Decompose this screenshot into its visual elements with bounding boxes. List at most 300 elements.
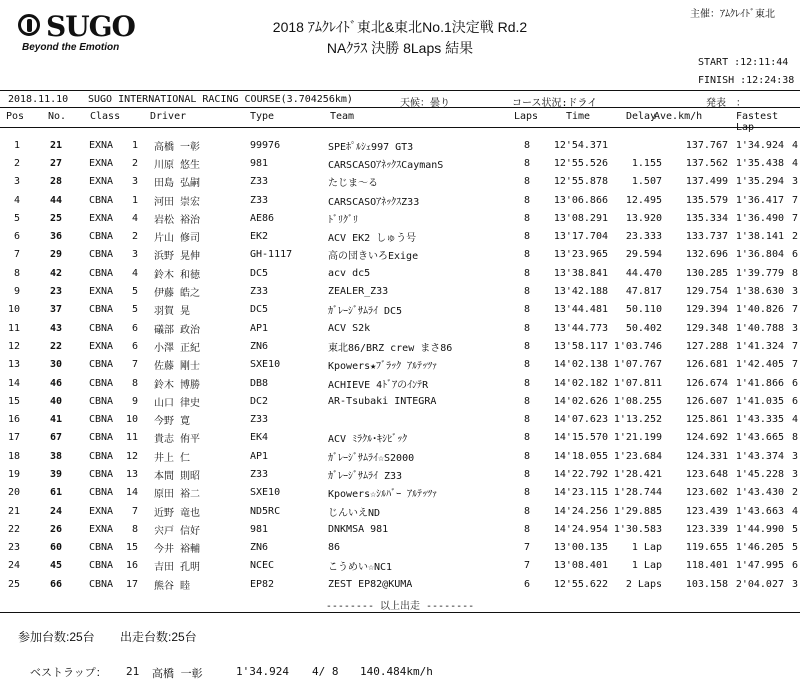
cell-laps: 6 bbox=[523, 578, 530, 590]
cell-team: ｶﾞﾚｰｼﾞｻﾑﾗｲ DC5 bbox=[328, 306, 403, 318]
cell-team: ZEALER_Z33 bbox=[328, 286, 389, 298]
cell-avg-speed: 135.579 bbox=[685, 194, 728, 206]
cell-driver: 片山 修司 bbox=[154, 233, 201, 245]
cell-avg-speed: 126.681 bbox=[685, 359, 728, 371]
cell-fastest-lap-no: 4 bbox=[791, 505, 798, 517]
cell-laps: 8 bbox=[523, 267, 530, 279]
cell-delay: 50.402 bbox=[625, 322, 662, 334]
table-row bbox=[0, 154, 798, 172]
cell-driver: 浜野 晃伸 bbox=[154, 251, 201, 263]
cell-fastest-lap: 1'36.490 bbox=[735, 212, 784, 224]
cell-delay: 1'08.255 bbox=[613, 395, 662, 407]
logo-tagline: Beyond the Emotion bbox=[22, 42, 120, 53]
cell-total-time: 13'08.401 bbox=[553, 560, 608, 572]
cell-fastest-lap-no: 7 bbox=[791, 340, 798, 352]
cell-driver: 近野 竜也 bbox=[154, 507, 201, 519]
cell-car-no: 39 bbox=[49, 468, 62, 480]
cell-avg-speed: 132.696 bbox=[685, 249, 728, 261]
cell-car-no: 27 bbox=[49, 157, 62, 169]
cell-car-type: Z33 bbox=[250, 414, 269, 426]
cell-fastest-lap-no: 8 bbox=[791, 267, 798, 279]
best-lap-lap: 4/ 8 bbox=[312, 665, 339, 678]
cell-fastest-lap-no: 3 bbox=[791, 578, 798, 590]
cell-team: 86 bbox=[328, 542, 341, 554]
cell-class: CBNA bbox=[88, 542, 114, 554]
cell-laps: 8 bbox=[523, 414, 530, 426]
table-row bbox=[0, 429, 798, 447]
cell-fastest-lap-no: 7 bbox=[791, 194, 798, 206]
course-name: SUGO INTERNATIONAL RACING COURSE(3.704256km) bbox=[88, 94, 353, 105]
cell-fastest-lap-no: 5 bbox=[791, 542, 798, 554]
table-row bbox=[0, 520, 798, 538]
cell-driver: 今野 寛 bbox=[154, 416, 191, 428]
col-driver: Driver bbox=[150, 111, 187, 122]
cell-car-type: GH-1117 bbox=[250, 249, 293, 261]
cell-car-type: 981 bbox=[250, 157, 269, 169]
cell-pos: 10 bbox=[7, 304, 20, 316]
cell-class: CBNA bbox=[88, 322, 114, 334]
cell-delay: 1'21.199 bbox=[613, 432, 662, 444]
cell-pos: 1 bbox=[13, 139, 20, 151]
cell-delay: 1'07.767 bbox=[613, 359, 662, 371]
cell-total-time: 13'23.965 bbox=[553, 249, 608, 261]
cell-driver: 佐藤 剛士 bbox=[154, 361, 201, 373]
cell-fastest-lap-no: 3 bbox=[791, 286, 798, 298]
cell-laps: 7 bbox=[523, 542, 530, 554]
cell-laps: 8 bbox=[523, 231, 530, 243]
cell-fastest-lap: 1'47.995 bbox=[735, 560, 784, 572]
cell-avg-speed: 123.648 bbox=[685, 468, 728, 480]
cell-team: AR-Tsubaki INTEGRA bbox=[328, 395, 437, 407]
cell-car-no: 44 bbox=[49, 194, 62, 206]
cell-driver: 吉田 孔明 bbox=[154, 562, 201, 574]
cell-car-no: 42 bbox=[49, 267, 62, 279]
table-row bbox=[0, 264, 798, 282]
cell-car-type: AP1 bbox=[250, 322, 269, 334]
cell-pos: 2 bbox=[13, 157, 20, 169]
cell-total-time: 12'55.622 bbox=[553, 578, 608, 590]
cell-class: EXNA bbox=[88, 286, 114, 298]
finish-time: FINISH :12:24:38 bbox=[698, 75, 795, 86]
cell-team: たじま～る bbox=[328, 178, 378, 190]
cell-laps: 8 bbox=[523, 487, 530, 499]
cell-pos: 17 bbox=[7, 432, 20, 444]
cell-delay: 1'30.583 bbox=[613, 523, 662, 535]
cell-team bbox=[328, 410, 508, 428]
cell-car-type: Z33 bbox=[250, 468, 269, 480]
cell-laps: 8 bbox=[523, 194, 530, 206]
cell-class: CBNA bbox=[88, 249, 114, 261]
cell-class-pos: 15 bbox=[125, 542, 138, 554]
cell-driver: 熊谷 睦 bbox=[154, 580, 191, 592]
cell-class: CBNA bbox=[88, 432, 114, 444]
cell-car-no: 40 bbox=[49, 395, 62, 407]
cell-pos: 14 bbox=[7, 377, 20, 389]
cell-avg-speed: 123.339 bbox=[685, 523, 728, 535]
cell-fastest-lap: 1'34.924 bbox=[735, 139, 784, 151]
cell-car-type: AE86 bbox=[250, 212, 275, 224]
cell-fastest-lap: 1'46.205 bbox=[735, 542, 784, 554]
cell-car-no: 28 bbox=[49, 176, 62, 188]
cell-car-no: 43 bbox=[49, 322, 62, 334]
table-row bbox=[0, 209, 798, 227]
cell-laps: 8 bbox=[523, 304, 530, 316]
cell-total-time: 13'08.291 bbox=[553, 212, 608, 224]
cell-laps: 8 bbox=[523, 340, 530, 352]
divider bbox=[0, 90, 800, 91]
cell-driver: 本間 則昭 bbox=[154, 470, 201, 482]
cell-pos: 25 bbox=[7, 578, 20, 590]
cell-avg-speed: 103.158 bbox=[685, 578, 728, 590]
cell-class-pos: 2 bbox=[131, 231, 138, 243]
cell-total-time: 13'06.866 bbox=[553, 194, 608, 206]
track-condition: コース状況:ドライ bbox=[512, 98, 598, 109]
cell-total-time: 13'38.841 bbox=[553, 267, 608, 279]
best-lap-driver: 高橋 一彰 bbox=[152, 667, 203, 680]
cell-class-pos: 9 bbox=[131, 395, 138, 407]
cell-fastest-lap: 1'38.630 bbox=[735, 286, 784, 298]
col-fastest-lap: Fastest Lap bbox=[736, 111, 779, 133]
cell-laps: 8 bbox=[523, 249, 530, 261]
page-subtitle: NAｸﾗｽ 決勝 8Laps 結果 bbox=[326, 40, 474, 56]
end-marker: -------- 以上出走 -------- bbox=[325, 601, 475, 612]
cell-team: DNKMSA 981 bbox=[328, 523, 389, 535]
cell-car-no: 46 bbox=[49, 377, 62, 389]
cell-avg-speed: 123.602 bbox=[685, 487, 728, 499]
cell-team: こうめい☆NC1 bbox=[328, 562, 393, 574]
cell-car-no: 36 bbox=[49, 231, 62, 243]
cell-total-time: 14'02.182 bbox=[553, 377, 608, 389]
cell-fastest-lap: 1'43.663 bbox=[735, 505, 784, 517]
cell-fastest-lap: 2'04.027 bbox=[735, 578, 784, 590]
cell-class-pos: 7 bbox=[131, 505, 138, 517]
cell-car-type: SXE10 bbox=[250, 359, 281, 371]
cell-fastest-lap-no: 2 bbox=[791, 487, 798, 499]
cell-team: ACV EK2 しゅう号 bbox=[328, 233, 417, 245]
cell-delay: 1'07.811 bbox=[613, 377, 662, 389]
cell-car-type: ND5RC bbox=[250, 505, 281, 517]
cell-delay: 50.110 bbox=[625, 304, 662, 316]
cell-driver: 高橋 一彰 bbox=[154, 141, 201, 153]
cell-fastest-lap-no: 4 bbox=[791, 414, 798, 426]
best-lap-car-no: 21 bbox=[126, 665, 140, 678]
cell-class: CBNA bbox=[88, 450, 114, 462]
cell-pos: 16 bbox=[7, 414, 20, 426]
cell-fastest-lap: 1'35.438 bbox=[735, 157, 784, 169]
cell-class-pos: 12 bbox=[125, 450, 138, 462]
cell-car-no: 67 bbox=[49, 432, 62, 444]
cell-pos: 12 bbox=[7, 340, 20, 352]
cell-class: EXNA bbox=[88, 139, 114, 151]
cell-fastest-lap-no: 4 bbox=[791, 139, 798, 151]
cell-pos: 22 bbox=[7, 523, 20, 535]
cell-avg-speed: 130.285 bbox=[685, 267, 728, 279]
cell-car-type: NCEC bbox=[250, 560, 275, 572]
cell-class-pos: 7 bbox=[131, 359, 138, 371]
cell-class-pos: 2 bbox=[131, 157, 138, 169]
cell-class: CBNA bbox=[88, 578, 114, 590]
table-row bbox=[0, 484, 798, 502]
cell-class: EXNA bbox=[88, 157, 114, 169]
cell-delay: 47.817 bbox=[625, 286, 662, 298]
cell-laps: 8 bbox=[523, 505, 530, 517]
cell-fastest-lap: 1'41.866 bbox=[735, 377, 784, 389]
cell-total-time: 13'44.773 bbox=[553, 322, 608, 334]
cell-fastest-lap-no: 3 bbox=[791, 322, 798, 334]
cell-car-type: EP82 bbox=[250, 578, 275, 590]
table-row bbox=[0, 227, 798, 245]
table-row bbox=[0, 301, 798, 319]
cell-fastest-lap-no: 2 bbox=[791, 231, 798, 243]
cell-avg-speed: 137.499 bbox=[685, 176, 728, 188]
table-row bbox=[0, 374, 798, 392]
table-row bbox=[0, 246, 798, 264]
cell-car-type: Z33 bbox=[250, 176, 269, 188]
cell-team: 高の団きいろExige bbox=[328, 251, 419, 263]
cell-class: EXNA bbox=[88, 340, 114, 352]
cell-driver: 川原 悠生 bbox=[154, 159, 201, 171]
cell-car-type: EK2 bbox=[250, 231, 269, 243]
cell-avg-speed: 123.439 bbox=[685, 505, 728, 517]
cell-pos: 23 bbox=[7, 542, 20, 554]
cell-car-type: 981 bbox=[250, 523, 269, 535]
table-row bbox=[0, 539, 798, 557]
table-row bbox=[0, 410, 798, 428]
cell-car-type: EK4 bbox=[250, 432, 269, 444]
col-type: Type bbox=[250, 111, 275, 122]
cell-class: CBNA bbox=[88, 395, 114, 407]
cell-driver: 今井 裕輔 bbox=[154, 544, 201, 556]
table-row bbox=[0, 191, 798, 209]
cell-delay: 12.495 bbox=[625, 194, 662, 206]
cell-pos: 6 bbox=[13, 231, 20, 243]
cell-total-time: 13'58.117 bbox=[553, 340, 608, 352]
cell-team: ACHIEVE 4ﾄﾞｱのｲﾝﾃR bbox=[328, 379, 429, 391]
cell-pos: 7 bbox=[13, 249, 20, 261]
cell-driver: 河田 崇宏 bbox=[154, 196, 201, 208]
cell-delay: 1 Lap bbox=[631, 560, 662, 572]
cell-class: CBNA bbox=[88, 194, 114, 206]
cell-car-no: 66 bbox=[49, 578, 62, 590]
cell-avg-speed: 124.692 bbox=[685, 432, 728, 444]
cell-laps: 8 bbox=[523, 157, 530, 169]
race-date: 2018.11.10 bbox=[8, 94, 69, 105]
cell-driver: 礒部 政治 bbox=[154, 324, 201, 336]
cell-class: CBNA bbox=[88, 231, 114, 243]
cell-class-pos: 3 bbox=[131, 249, 138, 261]
cell-fastest-lap-no: 7 bbox=[791, 212, 798, 224]
cell-car-no: 61 bbox=[49, 487, 62, 499]
cell-car-no: 30 bbox=[49, 359, 62, 371]
cell-fastest-lap-no: 6 bbox=[791, 249, 798, 261]
cell-class-pos: 5 bbox=[131, 304, 138, 316]
cell-total-time: 14'02.138 bbox=[553, 359, 608, 371]
cell-laps: 8 bbox=[523, 212, 530, 224]
cell-class: CBNA bbox=[88, 487, 114, 499]
table-row bbox=[0, 173, 798, 191]
cell-class: CBNA bbox=[88, 359, 114, 371]
cell-total-time: 12'55.526 bbox=[553, 157, 608, 169]
cell-total-time: 14'07.623 bbox=[553, 414, 608, 426]
cell-car-type: AP1 bbox=[250, 450, 269, 462]
cell-team: ﾄﾞﾘｸﾞﾘ bbox=[328, 214, 358, 226]
cell-class: CBNA bbox=[88, 304, 114, 316]
cell-class-pos: 6 bbox=[131, 340, 138, 352]
cell-car-type: Z33 bbox=[250, 194, 269, 206]
cell-pos: 3 bbox=[13, 176, 20, 188]
divider bbox=[0, 127, 800, 128]
cell-total-time: 14'18.055 bbox=[553, 450, 608, 462]
cell-total-time: 14'24.256 bbox=[553, 505, 608, 517]
cell-car-type: 99976 bbox=[250, 139, 281, 151]
cell-avg-speed: 125.861 bbox=[685, 414, 728, 426]
divider bbox=[0, 612, 800, 613]
cell-pos: 11 bbox=[7, 322, 20, 334]
entries-count: 参加台数:25台 bbox=[18, 630, 95, 644]
cell-avg-speed: 129.754 bbox=[685, 286, 728, 298]
cell-avg-speed: 137.767 bbox=[685, 139, 728, 151]
cell-driver: 岩松 裕治 bbox=[154, 214, 201, 226]
cell-car-type: DC2 bbox=[250, 395, 269, 407]
col-laps: Laps bbox=[514, 111, 539, 122]
cell-class-pos: 10 bbox=[125, 414, 138, 426]
table-row bbox=[0, 319, 798, 337]
cell-car-no: 60 bbox=[49, 542, 62, 554]
cell-driver: 小澤 正紀 bbox=[154, 342, 201, 354]
cell-car-type: DC5 bbox=[250, 304, 269, 316]
cell-car-no: 38 bbox=[49, 450, 62, 462]
table-row bbox=[0, 465, 798, 483]
cell-car-no: 26 bbox=[49, 523, 62, 535]
table-row bbox=[0, 392, 798, 410]
cell-team: ｶﾞﾚｰｼﾞｻﾑﾗｲ☆S2000 bbox=[328, 452, 415, 464]
cell-team: ZEST EP82@KUMA bbox=[328, 578, 413, 590]
cell-class-pos: 3 bbox=[131, 176, 138, 188]
cell-total-time: 14'15.570 bbox=[553, 432, 608, 444]
cell-pos: 18 bbox=[7, 450, 20, 462]
cell-delay: 44.470 bbox=[625, 267, 662, 279]
cell-laps: 8 bbox=[523, 377, 530, 389]
cell-fastest-lap: 1'41.035 bbox=[735, 395, 784, 407]
best-lap-label: ベストラップ： bbox=[30, 667, 107, 679]
cell-fastest-lap-no: 6 bbox=[791, 377, 798, 389]
cell-team: acv dc5 bbox=[328, 267, 371, 279]
cell-delay: 13.920 bbox=[625, 212, 662, 224]
cell-avg-speed: 135.334 bbox=[685, 212, 728, 224]
cell-fastest-lap-no: 6 bbox=[791, 560, 798, 572]
best-lap-time: 1'34.924 bbox=[236, 665, 289, 678]
cell-class: CBNA bbox=[88, 377, 114, 389]
cell-driver: 井上 仁 bbox=[154, 452, 191, 464]
cell-pos: 20 bbox=[7, 487, 20, 499]
cell-class-pos: 8 bbox=[131, 523, 138, 535]
cell-avg-speed: 129.394 bbox=[685, 304, 728, 316]
cell-fastest-lap: 1'45.228 bbox=[735, 468, 784, 480]
cell-class-pos: 1 bbox=[131, 194, 138, 206]
cell-class-pos: 1 bbox=[131, 139, 138, 151]
cell-class: EXNA bbox=[88, 523, 114, 535]
cell-fastest-lap: 1'43.665 bbox=[735, 432, 784, 444]
cell-class: CBNA bbox=[88, 414, 114, 426]
cell-fastest-lap: 1'36.804 bbox=[735, 249, 784, 261]
start-time: START :12:11:44 bbox=[698, 57, 789, 68]
cell-total-time: 13'44.481 bbox=[553, 304, 608, 316]
announcement-time: 発表 ： bbox=[706, 98, 746, 109]
organizer: 主催：ｱﾑｸﾚｲﾄﾞ東北 bbox=[690, 9, 775, 20]
cell-car-type: ZN6 bbox=[250, 542, 269, 554]
cell-avg-speed: 126.674 bbox=[685, 377, 728, 389]
cell-team: SPEﾎﾟﾙｼｪ997 GT3 bbox=[328, 141, 414, 153]
cell-laps: 8 bbox=[523, 523, 530, 535]
cell-fastest-lap-no: 3 bbox=[791, 468, 798, 480]
starters-count: 出走台数:25台 bbox=[120, 630, 197, 644]
cell-team: ACV S2k bbox=[328, 322, 371, 334]
cell-car-no: 21 bbox=[49, 139, 62, 151]
cell-total-time: 14'22.792 bbox=[553, 468, 608, 480]
cell-driver: 田島 弘嗣 bbox=[154, 178, 201, 190]
cell-fastest-lap: 1'43.430 bbox=[735, 487, 784, 499]
cell-laps: 8 bbox=[523, 139, 530, 151]
cell-fastest-lap-no: 5 bbox=[791, 523, 798, 535]
cell-total-time: 13'42.188 bbox=[553, 286, 608, 298]
cell-class: EXNA bbox=[88, 176, 114, 188]
cell-class-pos: 4 bbox=[131, 212, 138, 224]
cell-fastest-lap: 1'38.141 bbox=[735, 231, 784, 243]
cell-driver: 貴志 侑平 bbox=[154, 434, 201, 446]
table-row bbox=[0, 337, 798, 355]
cell-car-no: 24 bbox=[49, 505, 62, 517]
cell-fastest-lap: 1'43.374 bbox=[735, 450, 784, 462]
cell-pos: 13 bbox=[7, 359, 20, 371]
cell-car-type: SXE10 bbox=[250, 487, 281, 499]
cell-total-time: 12'55.878 bbox=[553, 176, 608, 188]
col-no: No. bbox=[48, 111, 67, 122]
cell-fastest-lap: 1'42.405 bbox=[735, 359, 784, 371]
cell-fastest-lap: 1'35.294 bbox=[735, 176, 784, 188]
cell-delay: 1'28.744 bbox=[613, 487, 662, 499]
cell-delay: 1'29.885 bbox=[613, 505, 662, 517]
cell-team: ｶﾞﾚｰｼﾞｻﾑﾗｲ Z33 bbox=[328, 470, 403, 482]
cell-car-type: DC5 bbox=[250, 267, 269, 279]
cell-laps: 8 bbox=[523, 450, 530, 462]
table-row bbox=[0, 557, 798, 575]
best-lap-speed: 140.484km/h bbox=[360, 665, 433, 678]
cell-fastest-lap: 1'43.335 bbox=[735, 414, 784, 426]
cell-class-pos: 16 bbox=[125, 560, 138, 572]
cell-team: CARSCASOｱﾈｯｸｽZ33 bbox=[328, 196, 420, 208]
cell-team: ACV ﾐﾗｸﾙ･ｷｼﾋﾞｯｸ bbox=[328, 434, 408, 446]
cell-class: EXNA bbox=[88, 212, 114, 224]
table-row bbox=[0, 575, 798, 593]
cell-avg-speed: 129.348 bbox=[685, 322, 728, 334]
table-row bbox=[0, 447, 798, 465]
cell-delay: 29.594 bbox=[625, 249, 662, 261]
cell-class-pos: 4 bbox=[131, 267, 138, 279]
cell-delay bbox=[610, 136, 662, 154]
cell-car-no: 22 bbox=[49, 340, 62, 352]
cell-laps: 7 bbox=[523, 560, 530, 572]
cell-driver: 鈴木 博勝 bbox=[154, 379, 201, 391]
col-avg-speed: Ave.km/h bbox=[654, 111, 703, 122]
cell-pos: 24 bbox=[7, 560, 20, 572]
cell-class-pos: 8 bbox=[131, 377, 138, 389]
cell-driver: 原田 裕二 bbox=[154, 489, 201, 501]
cell-total-time: 13'17.704 bbox=[553, 231, 608, 243]
cell-fastest-lap-no: 8 bbox=[791, 432, 798, 444]
cell-fastest-lap: 1'36.417 bbox=[735, 194, 784, 206]
cell-car-no: 41 bbox=[49, 414, 62, 426]
cell-fastest-lap: 1'40.826 bbox=[735, 304, 784, 316]
